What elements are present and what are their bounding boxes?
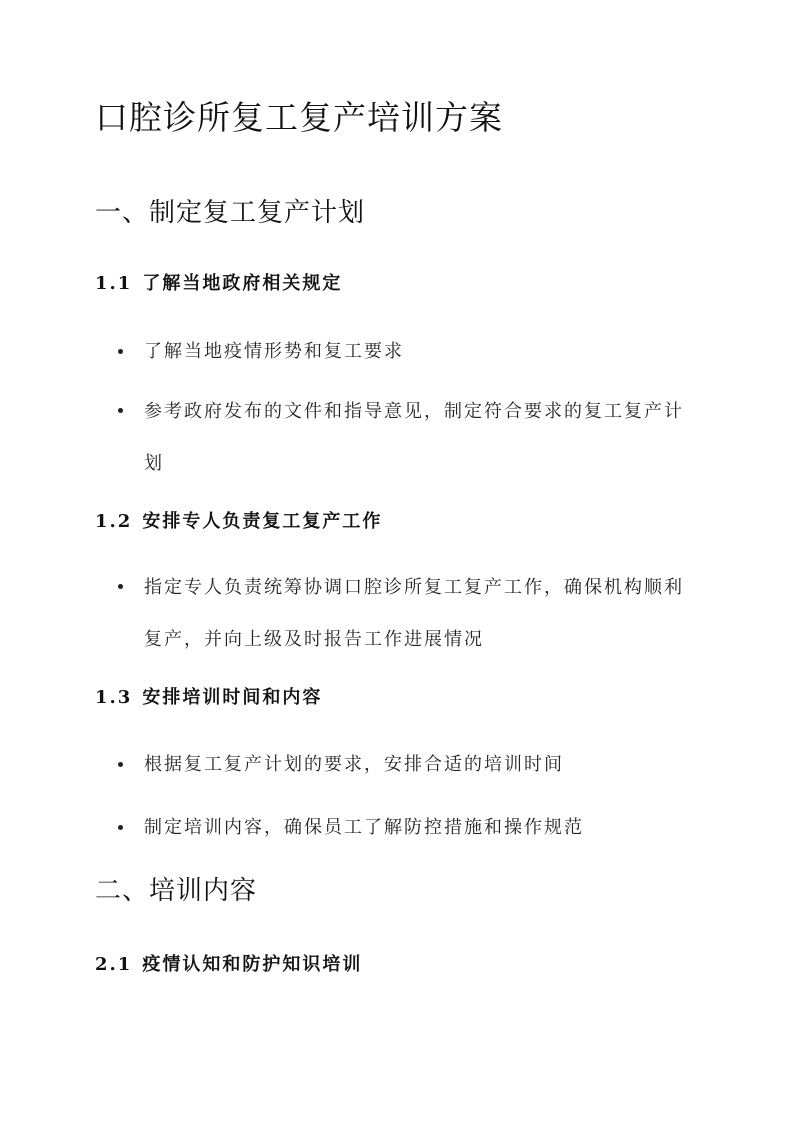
subsection-number: 1.1: [95, 273, 133, 294]
subsection-heading: [95, 508, 382, 536]
bullet-icon: [118, 762, 123, 767]
list-item-text: 参考政府发布的文件和指导意见，制定符合要求的复工复产计划: [144, 401, 684, 474]
section-heading: 一、制定复工复产计划: [95, 198, 366, 228]
subsection-number: 1.3: [95, 687, 133, 708]
subsection-title: 安排专人负责复工复产工作: [142, 511, 383, 532]
list-item-text: 根据复工复产计划的要求，安排合适的培训时间: [144, 754, 564, 775]
bullet-icon: [118, 825, 123, 830]
list-item-text: 指定专人负责统筹协调口腔诊所复工复产工作，确保机构顺利复产，并向上级及时报告工作进展情况: [144, 577, 684, 650]
bullet-icon: [118, 349, 123, 354]
list-item: [118, 810, 698, 846]
list-item-text: 了解当地疫情形势和复工要求: [144, 341, 404, 362]
bullet-icon: [118, 408, 123, 413]
subsection-title: 安排培训时间和内容: [142, 687, 323, 708]
list-item: [118, 386, 698, 490]
list-item: [118, 562, 698, 666]
subsection-title: 疫情认知和防护知识培训: [142, 954, 363, 975]
list-item: [118, 747, 698, 783]
subsection-title: 了解当地政府相关规定: [142, 273, 343, 294]
list-item: [118, 334, 698, 370]
subsection-heading: [95, 270, 342, 298]
subsection-number: 1.2: [95, 511, 133, 532]
document-title: 口腔诊所复工复产培训方案: [95, 98, 503, 137]
subsection-number: 2.1: [95, 954, 133, 975]
bullet-icon: [118, 584, 123, 589]
subsection-heading: [95, 951, 362, 979]
section-heading: 二、培训内容: [95, 876, 258, 906]
subsection-heading: [95, 684, 322, 712]
list-item-text: 制定培训内容，确保员工了解防控措施和操作规范: [144, 817, 584, 838]
